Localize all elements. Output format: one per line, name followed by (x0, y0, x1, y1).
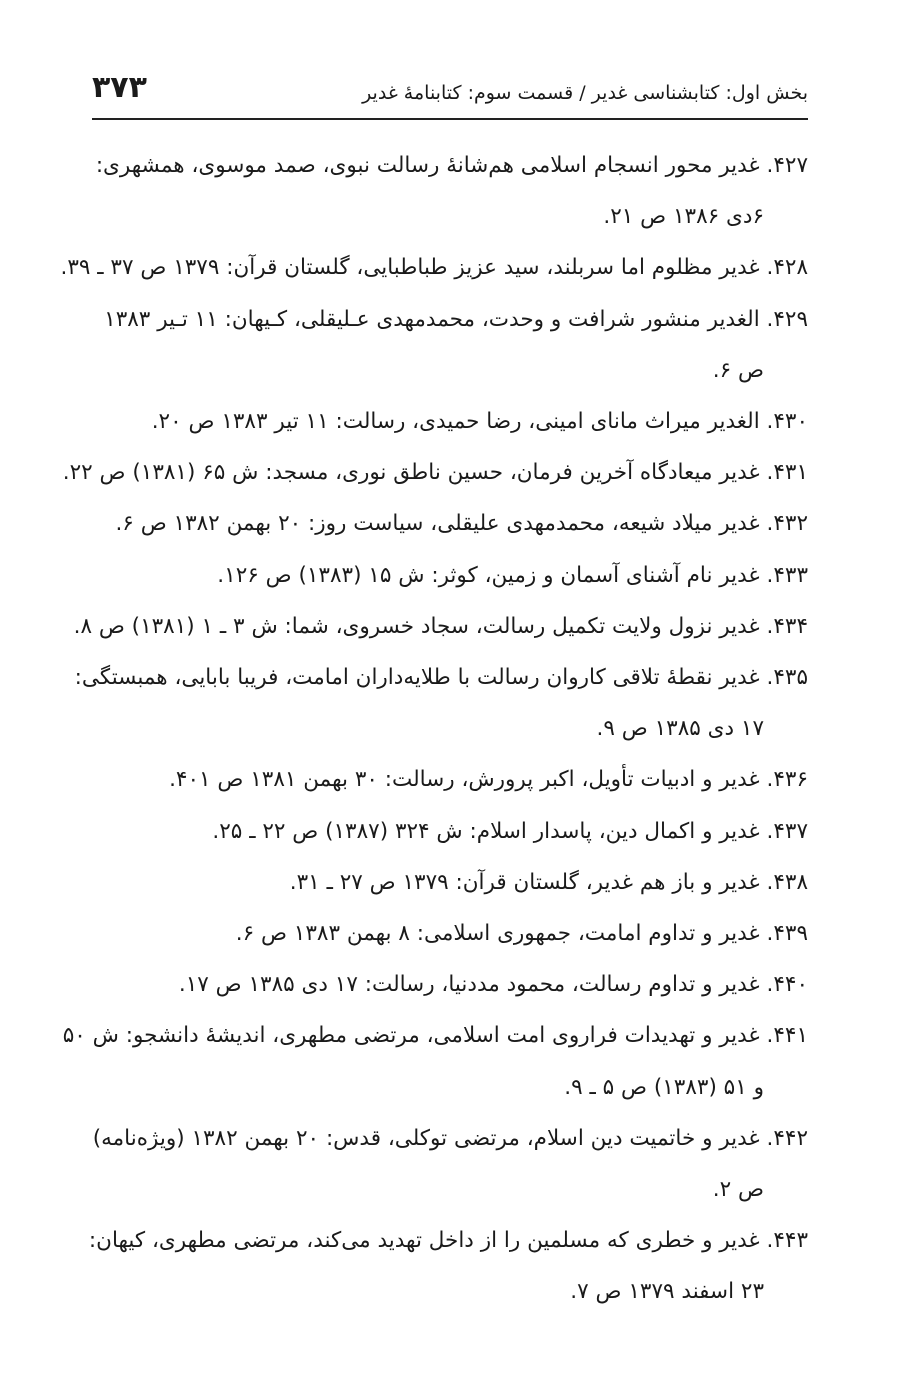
entry-line: ۴۴۲. غدیر و خاتمیت دین اسلام، مرتضی توکلی، قدس: ۲۰ بهمن ۱۳۸۲ (ویژه‌نامه) (92, 1125, 808, 1151)
entry-line: ۴۳۳. غدیر نام آشنای آسمان و زمین، کوثر: ش ۱۵ (۱۳۸۳) ص ۱۲۶. (217, 562, 808, 588)
entry-line: ۴۴۰. غدیر و تداوم رسالت، محمود مددنیا، رسالت: ۱۷ دی ۱۳۸۵ ص ۱۷. (178, 972, 808, 998)
entry-line-continued: ۶دی ۱۳۸۶ ص ۲۱. (603, 204, 764, 230)
bibliography-entry (92, 140, 808, 242)
bibliography-entry (73, 601, 808, 652)
bibliography-entry (62, 1010, 808, 1112)
entry-line: ۴۳۱. غدیر میعادگاه آخرین فرمان، حسین ناطق نوری، مسجد: ش ۶۵ (۱۳۸۱) ص ۲۲. (62, 460, 808, 486)
bibliography-entry (92, 857, 808, 908)
running-header (92, 64, 808, 116)
bibliography-entry (92, 498, 808, 549)
bibliography-list (60, 140, 808, 1318)
bibliography-entry (92, 754, 808, 805)
entry-line-continued: ۲۳ اسفند ۱۳۷۹ ص ۷. (570, 1279, 764, 1305)
bibliography-entry (62, 447, 808, 498)
entry-line: ۴۳۹. غدیر و تداوم امامت، جمهوری اسلامی: ۸ بهمن ۱۳۸۳ ص ۶. (235, 921, 808, 947)
entry-line: ۴۲۷. غدیر محور انسجام اسلامی هم‌شانهٔ رسالت نبوی، صمد موسوی، همشهری: (95, 153, 808, 178)
entry-line: ۴۳۴. غدیر نزول ولایت تکمیل رسالت، سجاد خسروی، شما: ش ۳ ـ ۱ (۱۳۸۱) ص ۸. (73, 613, 808, 639)
bibliography-entry (92, 396, 808, 447)
entry-line-continued: ۱۷ دی ۱۳۸۵ ص ۹. (596, 716, 764, 742)
bibliography-entry (92, 550, 808, 601)
entry-line: ۴۴۱. غدیر و تهدیدات فراروی امت اسلامی، مرتضی مطهری، اندیشهٔ دانشجو: ش ۵۰ (62, 1023, 808, 1049)
entry-line: ۴۳۲. غدیر میلاد شیعه، محمدمهدی علیقلی، سیاست روز: ۲۰ بهمن ۱۳۸۲ ص ۶. (115, 511, 808, 537)
entry-line: ۴۳۵. غدیر نقطهٔ تلاقی کاروان رسالت با طلایه‌داران امامت، فریبا بابایی، همبستگی: (74, 665, 808, 691)
entry-line: ۴۳۷. غدیر و اکمال دین، پاسدار اسلام: ش ۳۲۴ (۱۳۸۷) ص ۲۲ ـ ۲۵. (212, 818, 808, 844)
bibliography-entry (92, 1113, 808, 1215)
entry-line: ۴۳۶. غدیر و ادبیات تأویل، اکبر پرورش، رسالت: ۳۰ بهمن ۱۳۸۱ ص ۴۰۱. (169, 767, 808, 793)
bibliography-entry (92, 294, 808, 396)
header-divider (92, 118, 808, 120)
page-number: ۳۷۳ (92, 70, 147, 105)
bibliography-entry (88, 1215, 808, 1317)
entry-line-continued: ص ۶. (712, 357, 764, 383)
bibliography-entry (60, 242, 808, 293)
bibliography-entry (92, 806, 808, 857)
bibliography-entry (92, 959, 808, 1010)
entry-line: ۴۲۹. الغدیر منشور شرافت و وحدت، محمدمهدی عـلیقلی، کـیهان: ۱۱ تـیر ۱۳۸۳ (104, 306, 808, 332)
entry-line: ۴۴۳. غدیر و خطری که مسلمین را از داخل تهدید می‌کند، مرتضی مطهری، کیهان: (88, 1228, 808, 1254)
bibliography-entry (74, 652, 808, 754)
entry-line: ۴۳۰. الغدیر میراث مانای امینی، رضا حمیدی، رسالت: ۱۱ تیر ۱۳۸۳ ص ۲۰. (151, 409, 808, 435)
entry-line-continued: ص ۲. (712, 1177, 764, 1203)
bibliography-entry (92, 908, 808, 959)
entry-line: ۴۲۸. غدیر مظلوم اما سربلند، سید عزیز طباطبایی، گلستان قرآن: ۱۳۷۹ ص ۳۷ ـ ۳۹. (60, 255, 808, 281)
entry-line: ۴۳۸. غدیر و باز هم غدیر، گلستان قرآن: ۱۳۷۹ ص ۲۷ ـ ۳۱. (289, 869, 808, 895)
header-title: بخش اول: کتابشناسی غدیر / قسمت سوم: کتابنامهٔ غدیر (362, 82, 808, 104)
entry-line-continued: و ۵۱ (۱۳۸۳) ص ۵ ـ ۹. (564, 1074, 764, 1100)
